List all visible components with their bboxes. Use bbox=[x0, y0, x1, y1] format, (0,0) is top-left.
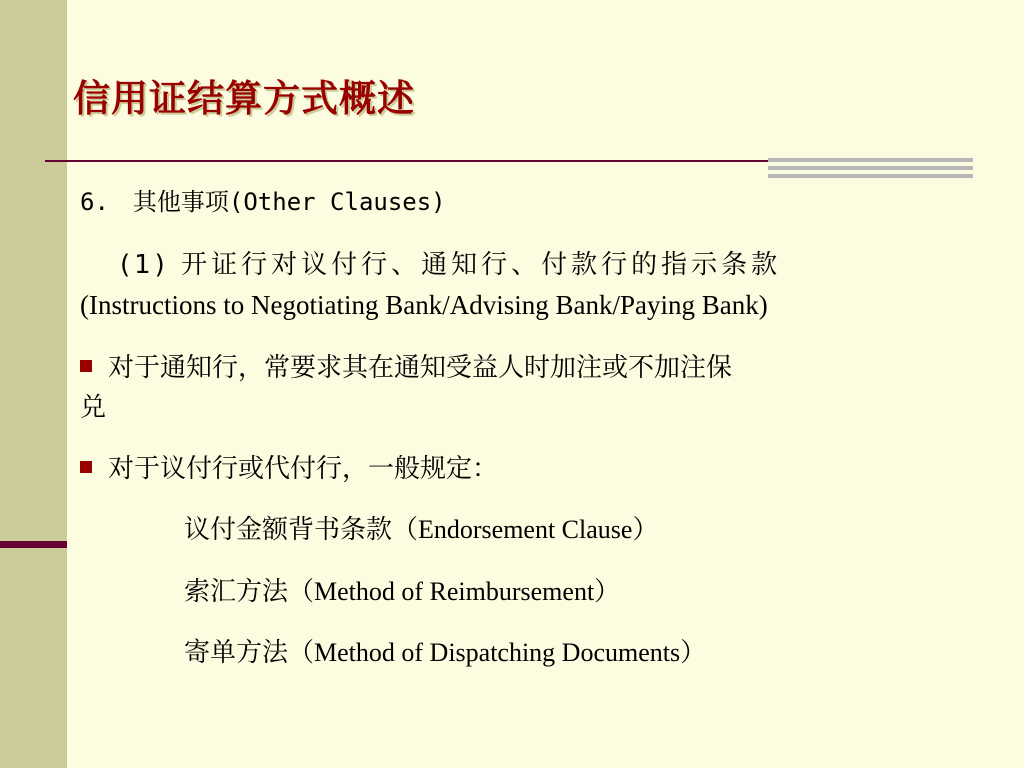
square-bullet-icon bbox=[80, 360, 92, 372]
slide-title: 信用证结算方式概述 bbox=[73, 77, 415, 120]
square-bullet-icon bbox=[80, 461, 92, 473]
bullet-item bbox=[80, 453, 498, 485]
clause-dispatching-documents: 寄单方法（Method of Dispatching Documents） bbox=[184, 638, 707, 667]
sub-item-chinese: (1) 开证行对议付行、通知行、付款行的指示条款 bbox=[120, 250, 782, 280]
bullet-text: 对于通知行，常要求其在通知受益人时加注或不加注保 bbox=[108, 353, 733, 383]
bullet-text-continuation: 兑 bbox=[80, 393, 107, 423]
bullet-item bbox=[80, 352, 732, 384]
decorative-grey-bar bbox=[768, 158, 973, 162]
sub-item-english: (Instructions to Negotiating Bank/Advising Bank/Paying Bank) bbox=[80, 290, 768, 320]
clause-reimbursement: 索汇方法（Method of Reimbursement） bbox=[184, 577, 621, 606]
section-heading: 6. 其他事项(Other Clauses) bbox=[80, 188, 446, 216]
decorative-grey-bar bbox=[768, 166, 973, 170]
title-divider-line bbox=[45, 160, 770, 162]
decorative-grey-bar bbox=[768, 174, 973, 178]
left-sidebar-band bbox=[0, 0, 67, 768]
clause-endorsement: 议付金额背书条款（Endorsement Clause） bbox=[184, 515, 659, 544]
sidebar-accent-stripe bbox=[0, 541, 67, 548]
bullet-text: 对于议付行或代付行，一般规定： bbox=[108, 454, 499, 484]
